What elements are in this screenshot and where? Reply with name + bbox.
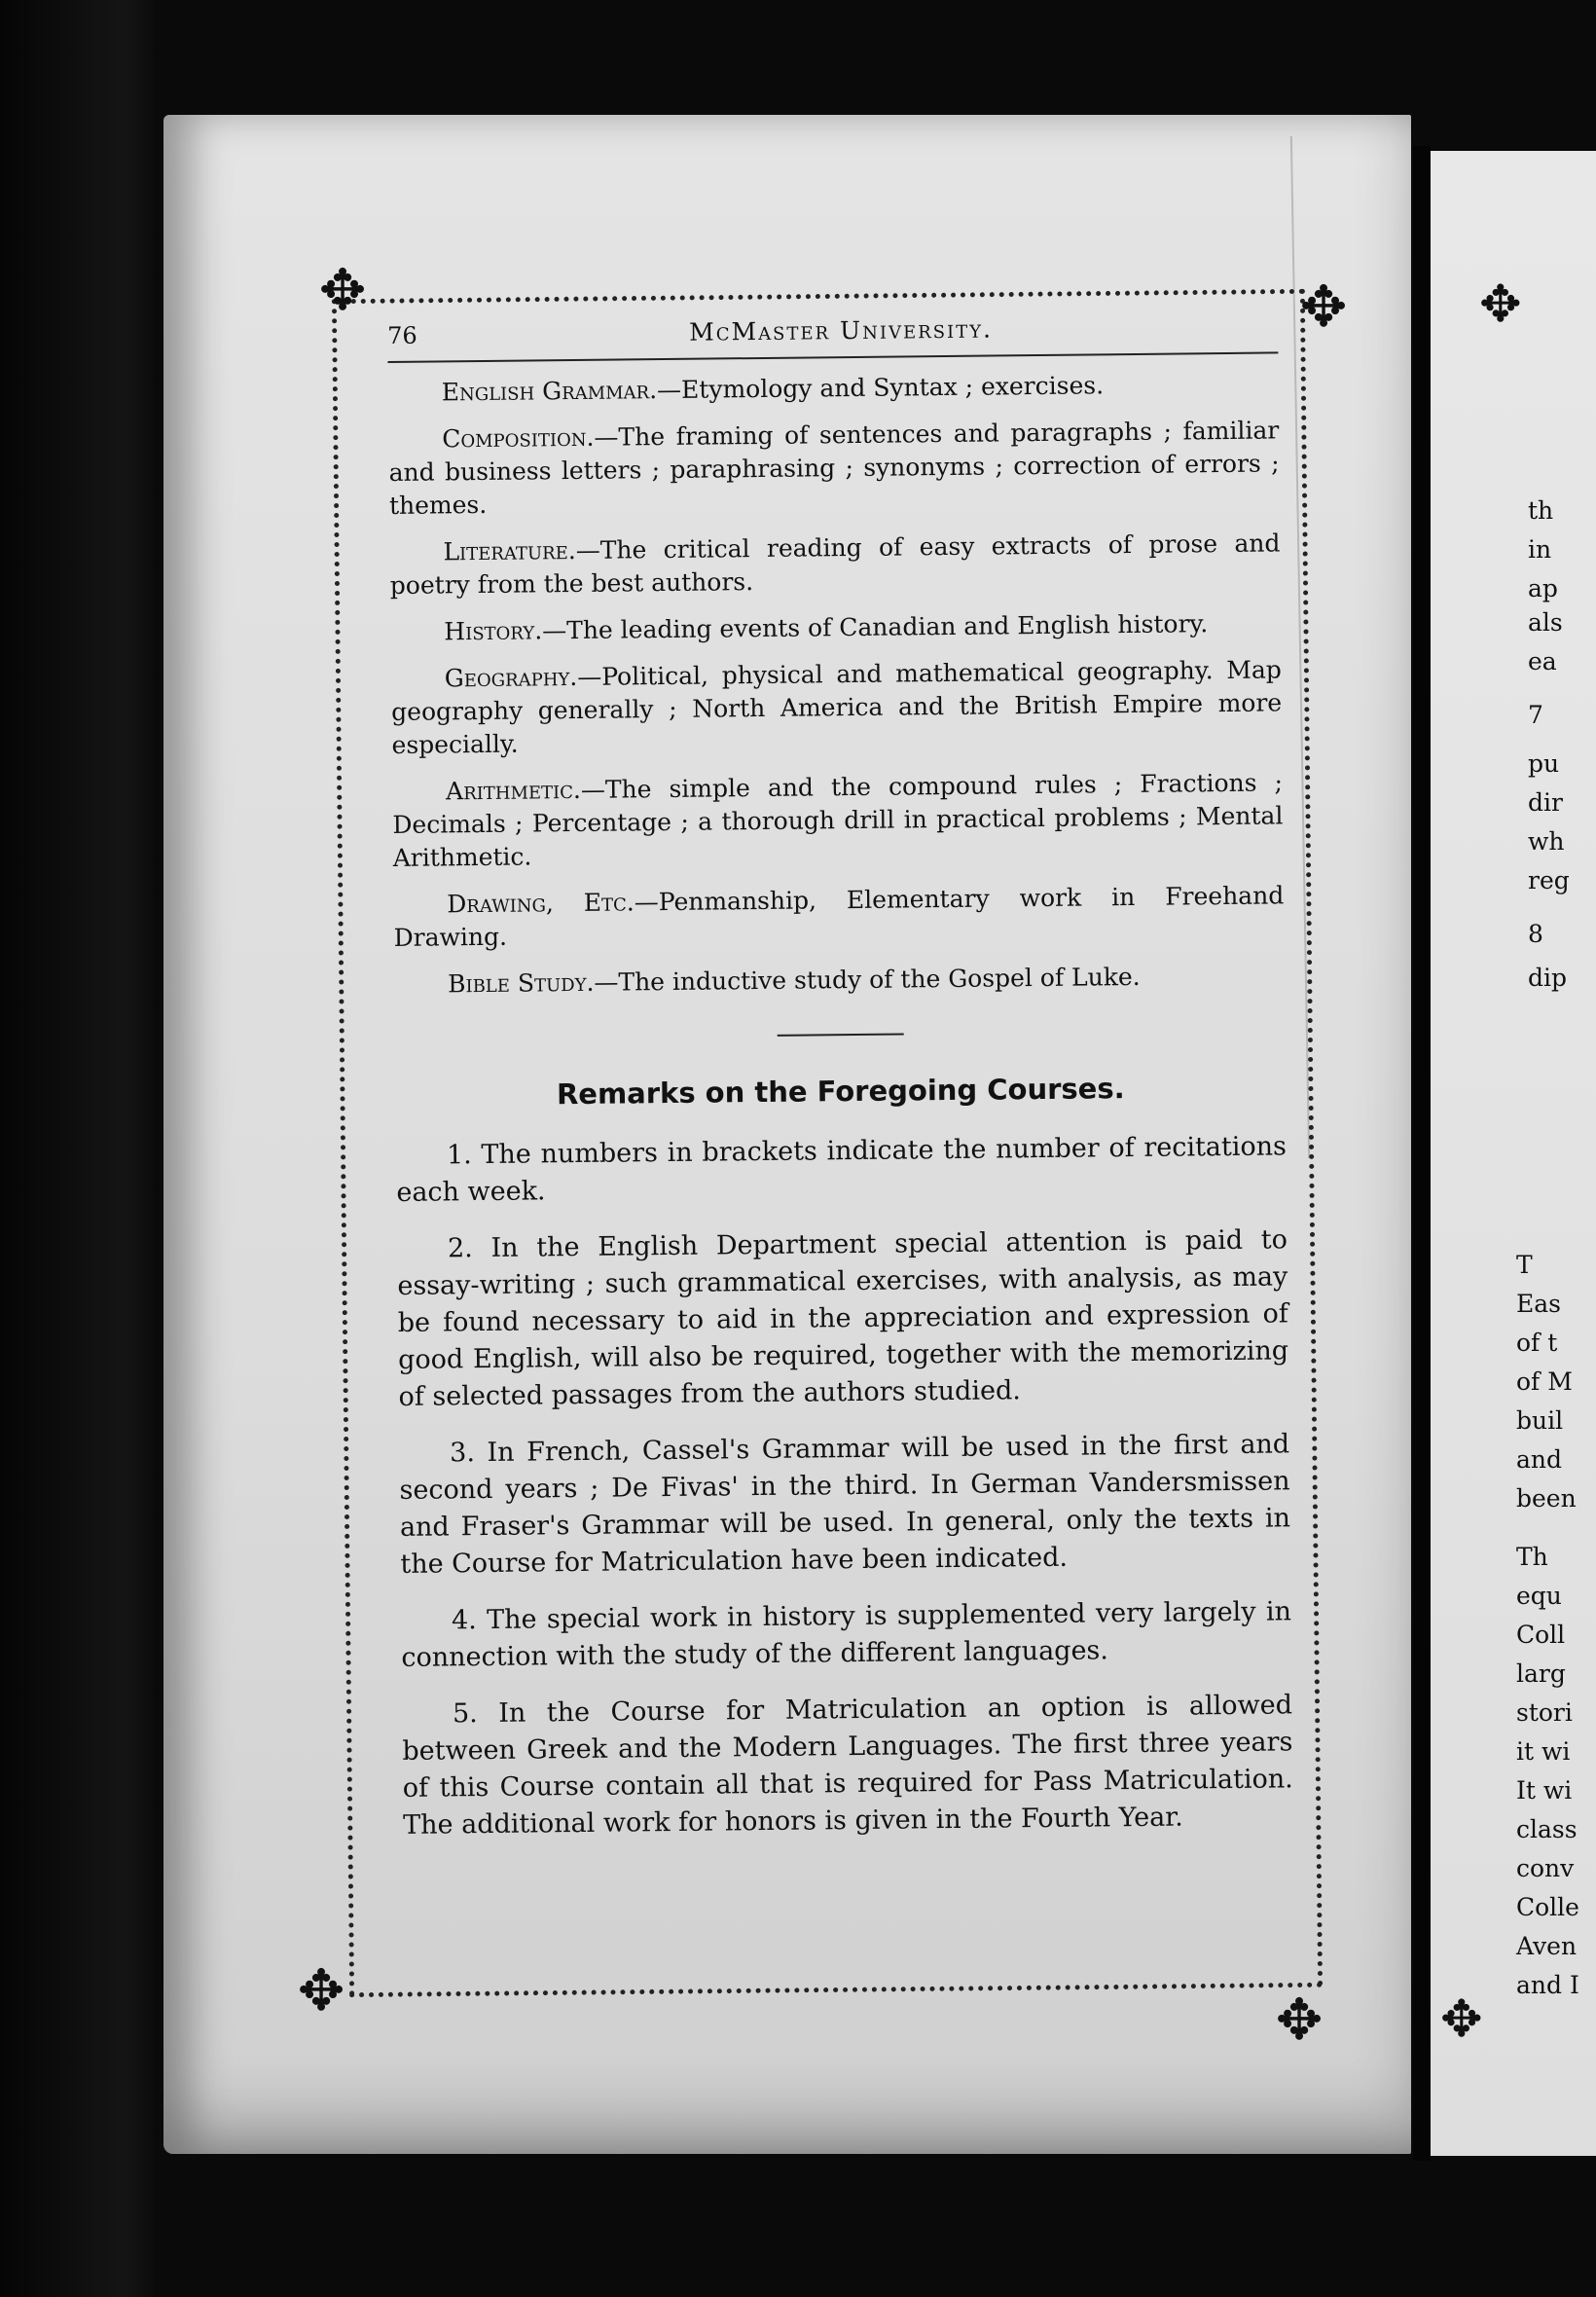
right-page-fragment: been xyxy=(1516,1484,1577,1513)
corner-ornament-top-left: ✥ xyxy=(318,257,367,323)
right-page-fragment: pu xyxy=(1528,749,1560,778)
course-paragraph xyxy=(388,367,1279,410)
right-page-fragment: equ xyxy=(1516,1582,1562,1610)
right-page-fragment: th xyxy=(1528,496,1554,525)
right-page-ornament: ✥ xyxy=(1440,1990,1483,2049)
right-page-fragment: conv xyxy=(1516,1854,1575,1882)
right-page-fragment: of M xyxy=(1516,1367,1573,1396)
right-page-fragment: class xyxy=(1516,1815,1578,1843)
right-page-fragment: and I xyxy=(1516,1971,1579,1999)
book-gutter xyxy=(1413,146,1431,2161)
right-page-fragment: 7 xyxy=(1528,701,1543,729)
remarks-title: Remarks on the Foregoing Courses. xyxy=(556,1072,1125,1112)
section-divider xyxy=(777,1033,903,1036)
course-paragraph xyxy=(392,766,1284,875)
right-page-fragment: 8 xyxy=(1528,920,1543,948)
page-header xyxy=(387,311,1278,363)
right-page-fragment: T xyxy=(1516,1251,1533,1279)
right-page-fragment: stori xyxy=(1516,1698,1573,1727)
right-page-fragment: Th xyxy=(1516,1543,1548,1571)
course-paragraph xyxy=(389,527,1281,602)
right-page-fragment: Aven xyxy=(1516,1932,1578,1960)
right-page-fragment: in xyxy=(1528,535,1552,564)
right-page-ornament: ✥ xyxy=(1479,275,1522,334)
course-paragraph xyxy=(388,414,1280,523)
corner-ornament-top-right: ✥ xyxy=(1299,273,1348,340)
course-label: Bible Study. xyxy=(447,967,595,999)
course-label: Geography. xyxy=(444,662,578,693)
course-paragraph xyxy=(390,606,1281,649)
right-page-fragment: of t xyxy=(1516,1329,1558,1357)
course-text: —The framing of sentences and paragraphs ; familiar and business letters ; paraphrasing ; synonyms ; correction of errors ; themes. xyxy=(388,416,1280,520)
remark-item: 1. The numbers in brackets indicate the number of recitations each week. xyxy=(396,1131,1288,1208)
right-page-fragment: Eas xyxy=(1516,1290,1561,1318)
course-label: Composition. xyxy=(442,422,595,454)
course-label: Arithmetic. xyxy=(445,775,582,806)
right-page-fragment: Coll xyxy=(1516,1621,1566,1649)
course-label: Literature. xyxy=(443,535,576,566)
remark-item: 5. In the Course for Matriculation an option is allowed between Greek and the Modern Languages. The first three years of this Course contain all that is required for Pass Matriculation. The additional work for honors is given in the Fourth Year. xyxy=(402,1690,1293,1841)
course-text: —Penmanship, Elementary work in Freehand Drawing. xyxy=(393,881,1285,952)
course-label: Drawing, Etc. xyxy=(447,888,635,919)
right-page-fragment: it wi xyxy=(1516,1737,1571,1766)
course-text: —The inductive study of the Gospel of Luke. xyxy=(594,962,1141,997)
right-page-fragment: and xyxy=(1516,1445,1563,1474)
right-page-fragment: als xyxy=(1528,608,1563,637)
right-page-fragment: Colle xyxy=(1516,1893,1579,1921)
right-page-fragment: dir xyxy=(1528,788,1563,817)
right-page-fragment: It wi xyxy=(1516,1776,1573,1805)
running-title: McMaster University. xyxy=(688,314,994,346)
course-label: History. xyxy=(444,616,543,646)
page-content xyxy=(387,311,1294,1863)
right-page-fragment: buil xyxy=(1516,1406,1564,1435)
right-page-fragment: dip xyxy=(1528,964,1568,992)
course-text: —Etymology and Syntax ; exercises. xyxy=(656,371,1105,405)
remark-item: 4. The special work in history is supplemented very largely in connection with the study of the different languages. xyxy=(401,1596,1292,1673)
right-page-fragment: larg xyxy=(1516,1659,1566,1688)
course-text: —The leading events of Canadian and English history. xyxy=(542,609,1209,645)
course-label: English Grammar. xyxy=(441,376,658,407)
remarks-list xyxy=(396,1128,1294,1844)
right-page-fragment: ea xyxy=(1528,647,1557,675)
remark-item: 2. In the English Department special attention is paid to essay-writing ; such grammatical exercises, with analysis, as may be found necessary to aid in the appreciation and expression of good English, will also be required, together with the memorizing of selected passages from the authors studied. xyxy=(397,1224,1289,1412)
right-page-fragment: reg xyxy=(1528,866,1570,894)
course-list xyxy=(388,367,1286,1002)
right-page-edge xyxy=(1431,151,1596,2156)
course-text: —The simple and the compound rules ; Fractions ; Decimals ; Percentage ; a thorough drill in practical problems ; Mental Arithmetic. xyxy=(392,768,1284,872)
right-page-fragment: wh xyxy=(1528,827,1565,856)
course-paragraph xyxy=(393,879,1285,955)
course-paragraph xyxy=(391,653,1283,762)
page-number: 76 xyxy=(387,321,417,349)
right-page-fragment: ap xyxy=(1528,574,1558,602)
corner-ornament-bottom-right: ✥ xyxy=(1275,1987,1324,2053)
course-paragraph xyxy=(394,959,1285,1002)
corner-ornament-bottom-left: ✥ xyxy=(297,1957,345,2024)
course-text: —Political, physical and mathematical geography. Map geography generally ; North America and the British Empire more especially. xyxy=(391,655,1283,759)
course-text: —The critical reading of easy extracts of prose and poetry from the best authors. xyxy=(389,529,1281,600)
remark-item: 3. In French, Cassel's Grammar will be used in the first and second years ; De Fivas' in the third. In German Vandersmissen and Fraser's Grammar will be used. In general, only the texts in the Course for Matriculation have been indicated. xyxy=(399,1429,1291,1580)
